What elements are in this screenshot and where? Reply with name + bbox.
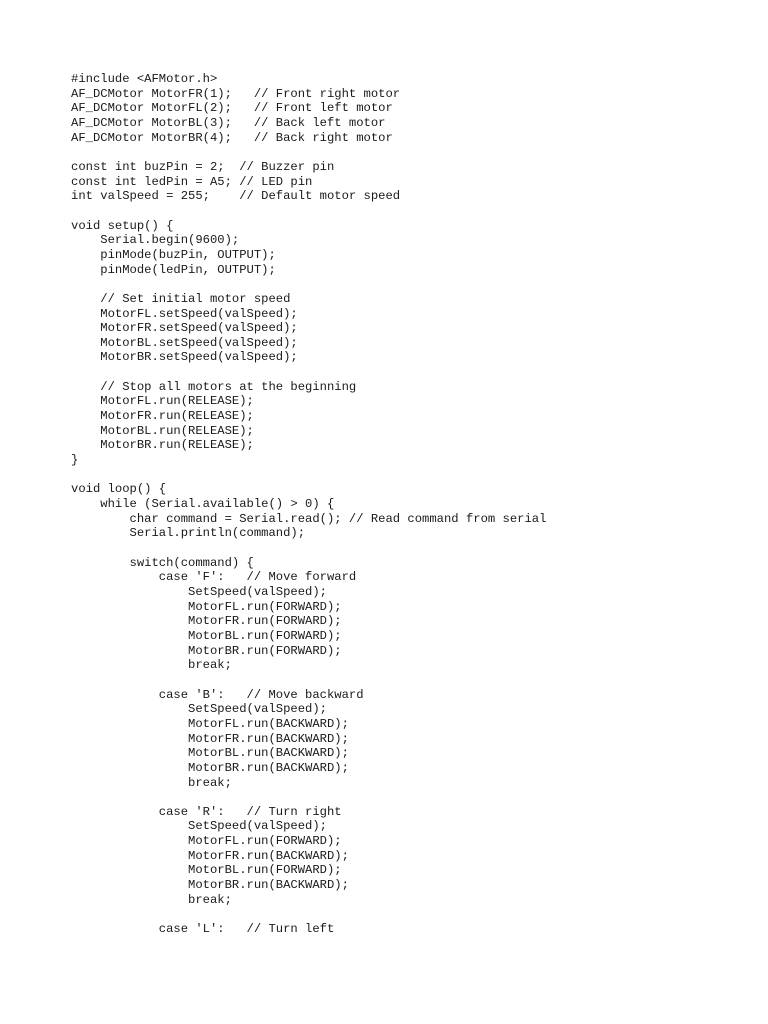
code-line: case 'R': // Turn right	[71, 804, 342, 819]
code-line: #include <AFMotor.h>	[71, 72, 218, 86]
code-line: MotorFR.setSpeed(valSpeed);	[71, 321, 298, 336]
code-line: void setup() {	[71, 218, 174, 233]
code-line: int valSpeed = 255; // Default motor speed	[71, 189, 401, 204]
code-line: MotorBR.setSpeed(valSpeed);	[71, 350, 298, 365]
code-line: MotorBR.run(BACKWARD);	[71, 878, 349, 893]
code-line: const int buzPin = 2; // Buzzer pin	[71, 159, 335, 174]
code-line: Serial.println(command);	[71, 526, 306, 541]
code-line: MotorBR.run(RELEASE);	[71, 438, 254, 453]
code-line	[71, 365, 546, 380]
code-line: SetSpeed(valSpeed);	[71, 819, 327, 834]
code-line: MotorBL.run(FORWARD);	[71, 863, 342, 878]
code-line	[71, 907, 546, 922]
code-line: MotorFL.setSpeed(valSpeed);	[71, 306, 298, 321]
code-line: SetSpeed(valSpeed);	[71, 584, 327, 599]
code-line: case 'L': // Turn left	[71, 922, 335, 937]
code-line: AF_DCMotor MotorBL(3); // Back left motor	[71, 115, 386, 130]
code-line: MotorFR.run(BACKWARD);	[71, 848, 349, 863]
code-line: }	[71, 453, 79, 468]
code-line: MotorBR.run(FORWARD);	[71, 643, 342, 658]
code-line: switch(command) {	[71, 555, 254, 570]
code-line: AF_DCMotor MotorFL(2); // Front left motor	[71, 101, 393, 116]
code-line: MotorBL.run(BACKWARD);	[71, 746, 349, 761]
code-line: MotorFL.run(FORWARD);	[71, 599, 342, 614]
code-line	[71, 145, 546, 160]
code-line: char command = Serial.read(); // Read command from serial	[71, 511, 547, 526]
code-line: MotorFR.run(FORWARD);	[71, 614, 342, 629]
code-line: case 'B': // Move backward	[71, 687, 364, 702]
code-line: SetSpeed(valSpeed);	[71, 702, 327, 717]
code-line: MotorFR.run(BACKWARD);	[71, 731, 349, 746]
code-line: Serial.begin(9600);	[71, 233, 240, 248]
code-line	[71, 468, 546, 483]
code-line: break;	[71, 658, 232, 673]
code-line: break;	[71, 892, 232, 907]
code-line: MotorFR.run(RELEASE);	[71, 409, 254, 424]
code-line	[71, 673, 546, 688]
code-line: // Stop all motors at the beginning	[71, 379, 357, 394]
code-line	[71, 541, 546, 556]
code-block	[71, 72, 546, 937]
code-line: AF_DCMotor MotorFR(1); // Front right motor	[71, 86, 401, 101]
code-line	[71, 790, 546, 805]
code-line	[71, 277, 546, 292]
code-line: while (Serial.available() > 0) {	[71, 497, 335, 512]
code-line: MotorBL.run(FORWARD);	[71, 628, 342, 643]
code-line: pinMode(ledPin, OUTPUT);	[71, 262, 276, 277]
code-line: AF_DCMotor MotorBR(4); // Back right motor	[71, 130, 393, 145]
code-line: const int ledPin = A5; // LED pin	[71, 174, 313, 189]
code-line	[71, 204, 546, 219]
code-line: MotorFL.run(BACKWARD);	[71, 716, 349, 731]
code-line: // Set initial motor speed	[71, 291, 291, 306]
code-line: MotorFL.run(FORWARD);	[71, 834, 342, 849]
code-line: MotorBL.run(RELEASE);	[71, 423, 254, 438]
code-line: case 'F': // Move forward	[71, 570, 357, 585]
code-line: MotorBL.setSpeed(valSpeed);	[71, 335, 298, 350]
code-line: break;	[71, 775, 232, 790]
code-line: MotorFL.run(RELEASE);	[71, 394, 254, 409]
code-line: pinMode(buzPin, OUTPUT);	[71, 247, 276, 262]
code-line: MotorBR.run(BACKWARD);	[71, 760, 349, 775]
code-line: void loop() {	[71, 482, 167, 497]
